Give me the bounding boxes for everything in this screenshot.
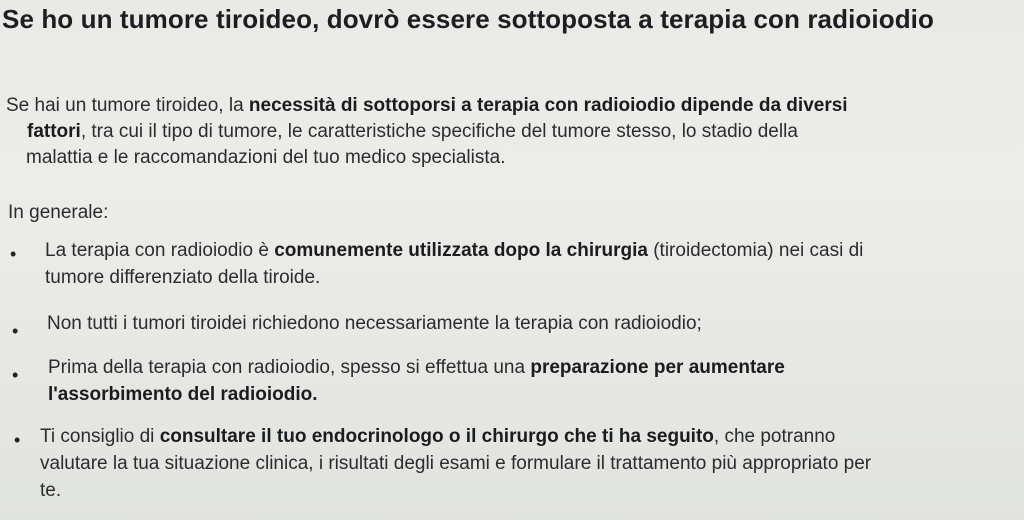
list-item-bold-text: comunemente utilizzata dopo la chirurgia — [274, 240, 648, 261]
list-item — [12, 354, 1008, 408]
bullet-icon: • — [10, 244, 17, 264]
list-item-text: (tiroidectomia) nei casi di — [647, 240, 864, 261]
list-item-bold-text: l'assorbimento del radioiodio. — [48, 384, 318, 405]
list-item-line — [48, 381, 1008, 408]
list-item-line: Non tutti i tumori tiroidei richiedono necessariamente la terapia con radioiodio; — [47, 313, 702, 334]
list-item — [12, 310, 1007, 341]
list-item-line — [48, 354, 1008, 381]
list-item-bold-text: preparazione per aumentare — [530, 357, 785, 378]
list-item-text: , che potranno — [713, 426, 836, 447]
bullet-icon: • — [12, 321, 19, 341]
page-title: Se ho un tumore tiroideo, dovrò essere sottoposta a terapia con radioiodio — [2, 4, 934, 34]
list-item — [10, 237, 1005, 291]
intro-bold-text: fattori — [27, 121, 81, 142]
intro-paragraph — [6, 93, 1006, 171]
list-item — [14, 423, 1000, 504]
list-item-line: te. — [40, 480, 62, 501]
intro-line-1 — [6, 93, 1006, 119]
list-item-line: tumore differenziato della tiroide. — [45, 267, 321, 288]
list-item-text: La terapia con radioiodio è — [45, 240, 275, 261]
list-item-text: Prima della terapia con radioiodio, spesso si effettua una — [48, 357, 531, 378]
list-item-text: Ti consiglio di — [40, 426, 160, 447]
list-item-line: valutare la tua situazione clinica, i risultati degli esami e formulare il trattamento più appropriato per — [40, 453, 872, 474]
list-item-bold-text: consultare il tuo endocrinologo o il chirurgo che ti ha seguito — [159, 426, 714, 447]
intro-bold-text: necessità di sottoporsi a terapia con radioiodio dipende da diversi — [248, 95, 848, 116]
intro-line-2 — [6, 119, 1006, 145]
intro-text: Se hai un tumore tiroideo, la — [6, 95, 249, 116]
list-item-line — [45, 237, 1005, 264]
intro-text: , tra cui il tipo di tumore, le caratteristiche specifiche del tumore stesso, lo stadio della — [80, 121, 798, 142]
section-heading: In generale: — [8, 202, 109, 223]
bullet-icon: • — [12, 365, 19, 385]
list-item-line — [40, 423, 1000, 450]
bullet-icon: • — [14, 430, 21, 450]
intro-line-3: malattia e le raccomandazioni del tuo medico specialista. — [26, 147, 506, 168]
